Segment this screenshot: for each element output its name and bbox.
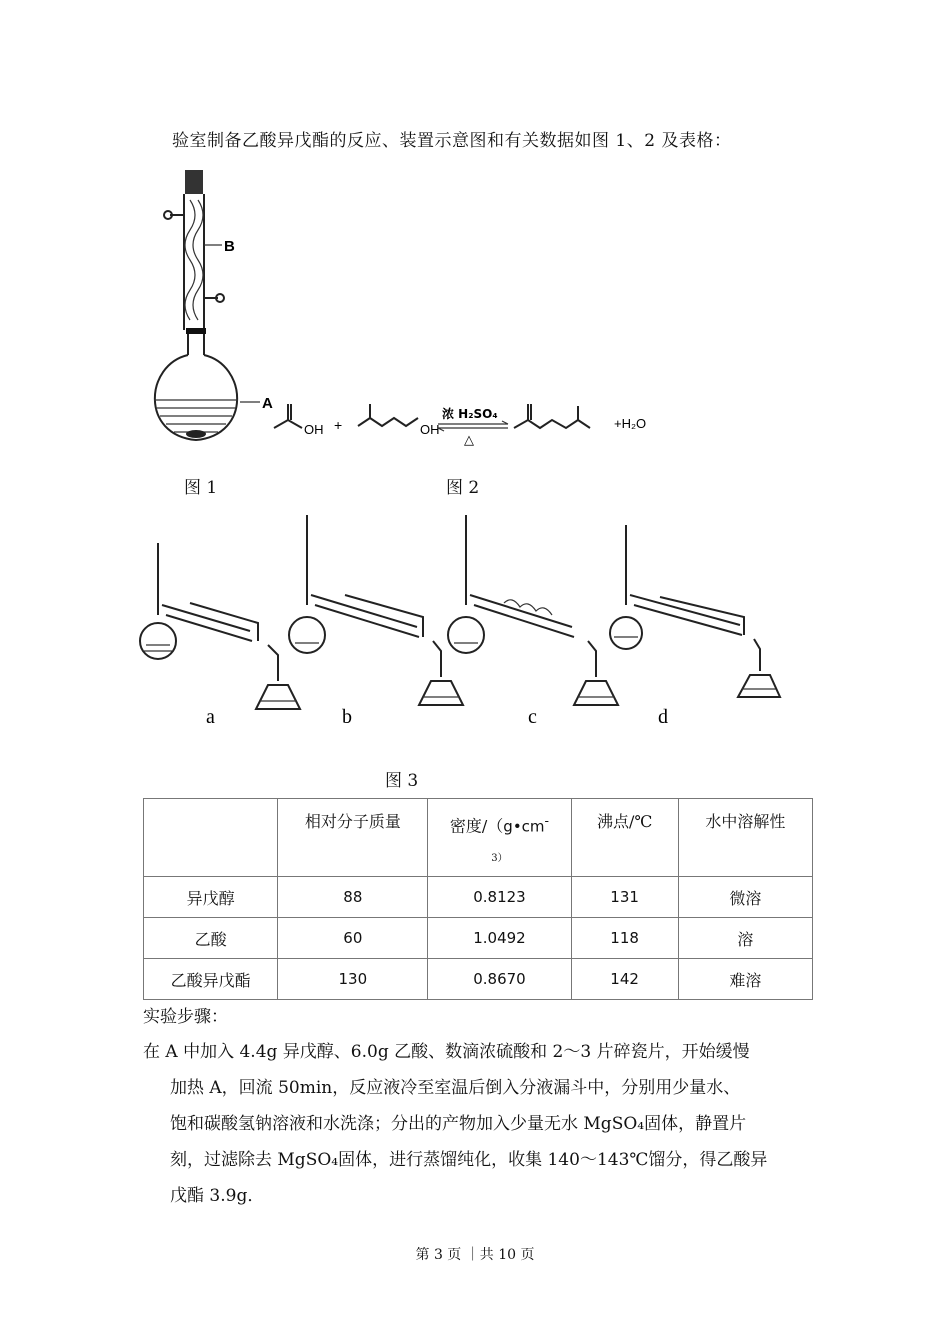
plus-water: +H₂O	[614, 416, 647, 431]
sublabel-d: d	[658, 706, 668, 728]
label-A: A	[262, 395, 273, 412]
table-header-row	[144, 799, 813, 877]
header-density: 密度/（g•cm- 3）	[428, 799, 571, 877]
header-bp: 沸点/℃	[571, 799, 678, 877]
distillation-setups-figure	[140, 505, 800, 745]
steps-line-4: 刻，过滤除去 MgSO₄固体，进行蒸馏纯化，收集 140～143℃馏分，得乙酸异	[170, 1150, 768, 1170]
acetic-acid-oh: OH	[304, 422, 324, 437]
fig1-label: 图 1	[184, 478, 218, 498]
setup-c	[448, 515, 618, 705]
setup-b	[289, 515, 463, 705]
plus-sign-1: +	[334, 417, 343, 433]
steps-paragraph	[143, 1034, 815, 1214]
steps-line-3: 饱和碳酸氢钠溶液和水洗涤；分出的产物加入少量无水 MgSO₄固体，静置片	[170, 1114, 747, 1134]
fig2-label: 图 2	[446, 478, 480, 498]
catalyst-label: 浓 H₂SO₄	[442, 407, 498, 421]
sublabel-c: c	[528, 706, 537, 728]
intro-text: 验室制备乙酸异戊酯的反应、装置示意图和有关数据如图 1、2 及表格：	[172, 131, 732, 151]
ester-o: .	[536, 423, 540, 435]
steps-title: 实验步骤：	[143, 1007, 228, 1027]
table-row: 乙酸 60 1.0492 118 溶	[144, 918, 813, 959]
label-B: B	[224, 238, 235, 255]
header-mass: 相对分子质量	[278, 799, 428, 877]
table-row: 乙酸异戊酯 130 0.8670 142 难溶	[144, 959, 813, 1000]
steps-line-2: 加热 A，回流 50min，反应液冷至室温后倒入分液漏斗中，分别用少量水、	[170, 1078, 741, 1098]
header-solubility: 水中溶解性	[678, 799, 812, 877]
reaction-scheme-figure	[270, 392, 690, 452]
page-footer: 第 3 页 ｜共 10 页	[415, 1247, 535, 1263]
isoamyl-oh: OH	[420, 422, 440, 437]
table-row: 异戊醇 88 0.8123 131 微溶	[144, 877, 813, 918]
setup-d	[610, 525, 780, 697]
sublabel-b: b	[342, 706, 352, 728]
heat-symbol: △	[464, 433, 474, 448]
header-empty	[144, 799, 278, 877]
fig3-label: 图 3	[385, 771, 419, 791]
steps-line-1: 在 A 中加入 4.4g 异戊醇、6.0g 乙酸、数滴浓硫酸和 2～3 片碎瓷片，开始缓慢	[143, 1042, 750, 1062]
steps-line-5: 戊酯 3.9g．	[170, 1186, 265, 1206]
sublabel-a: a	[206, 706, 215, 728]
setup-a	[140, 543, 300, 709]
properties-table	[143, 798, 813, 1000]
